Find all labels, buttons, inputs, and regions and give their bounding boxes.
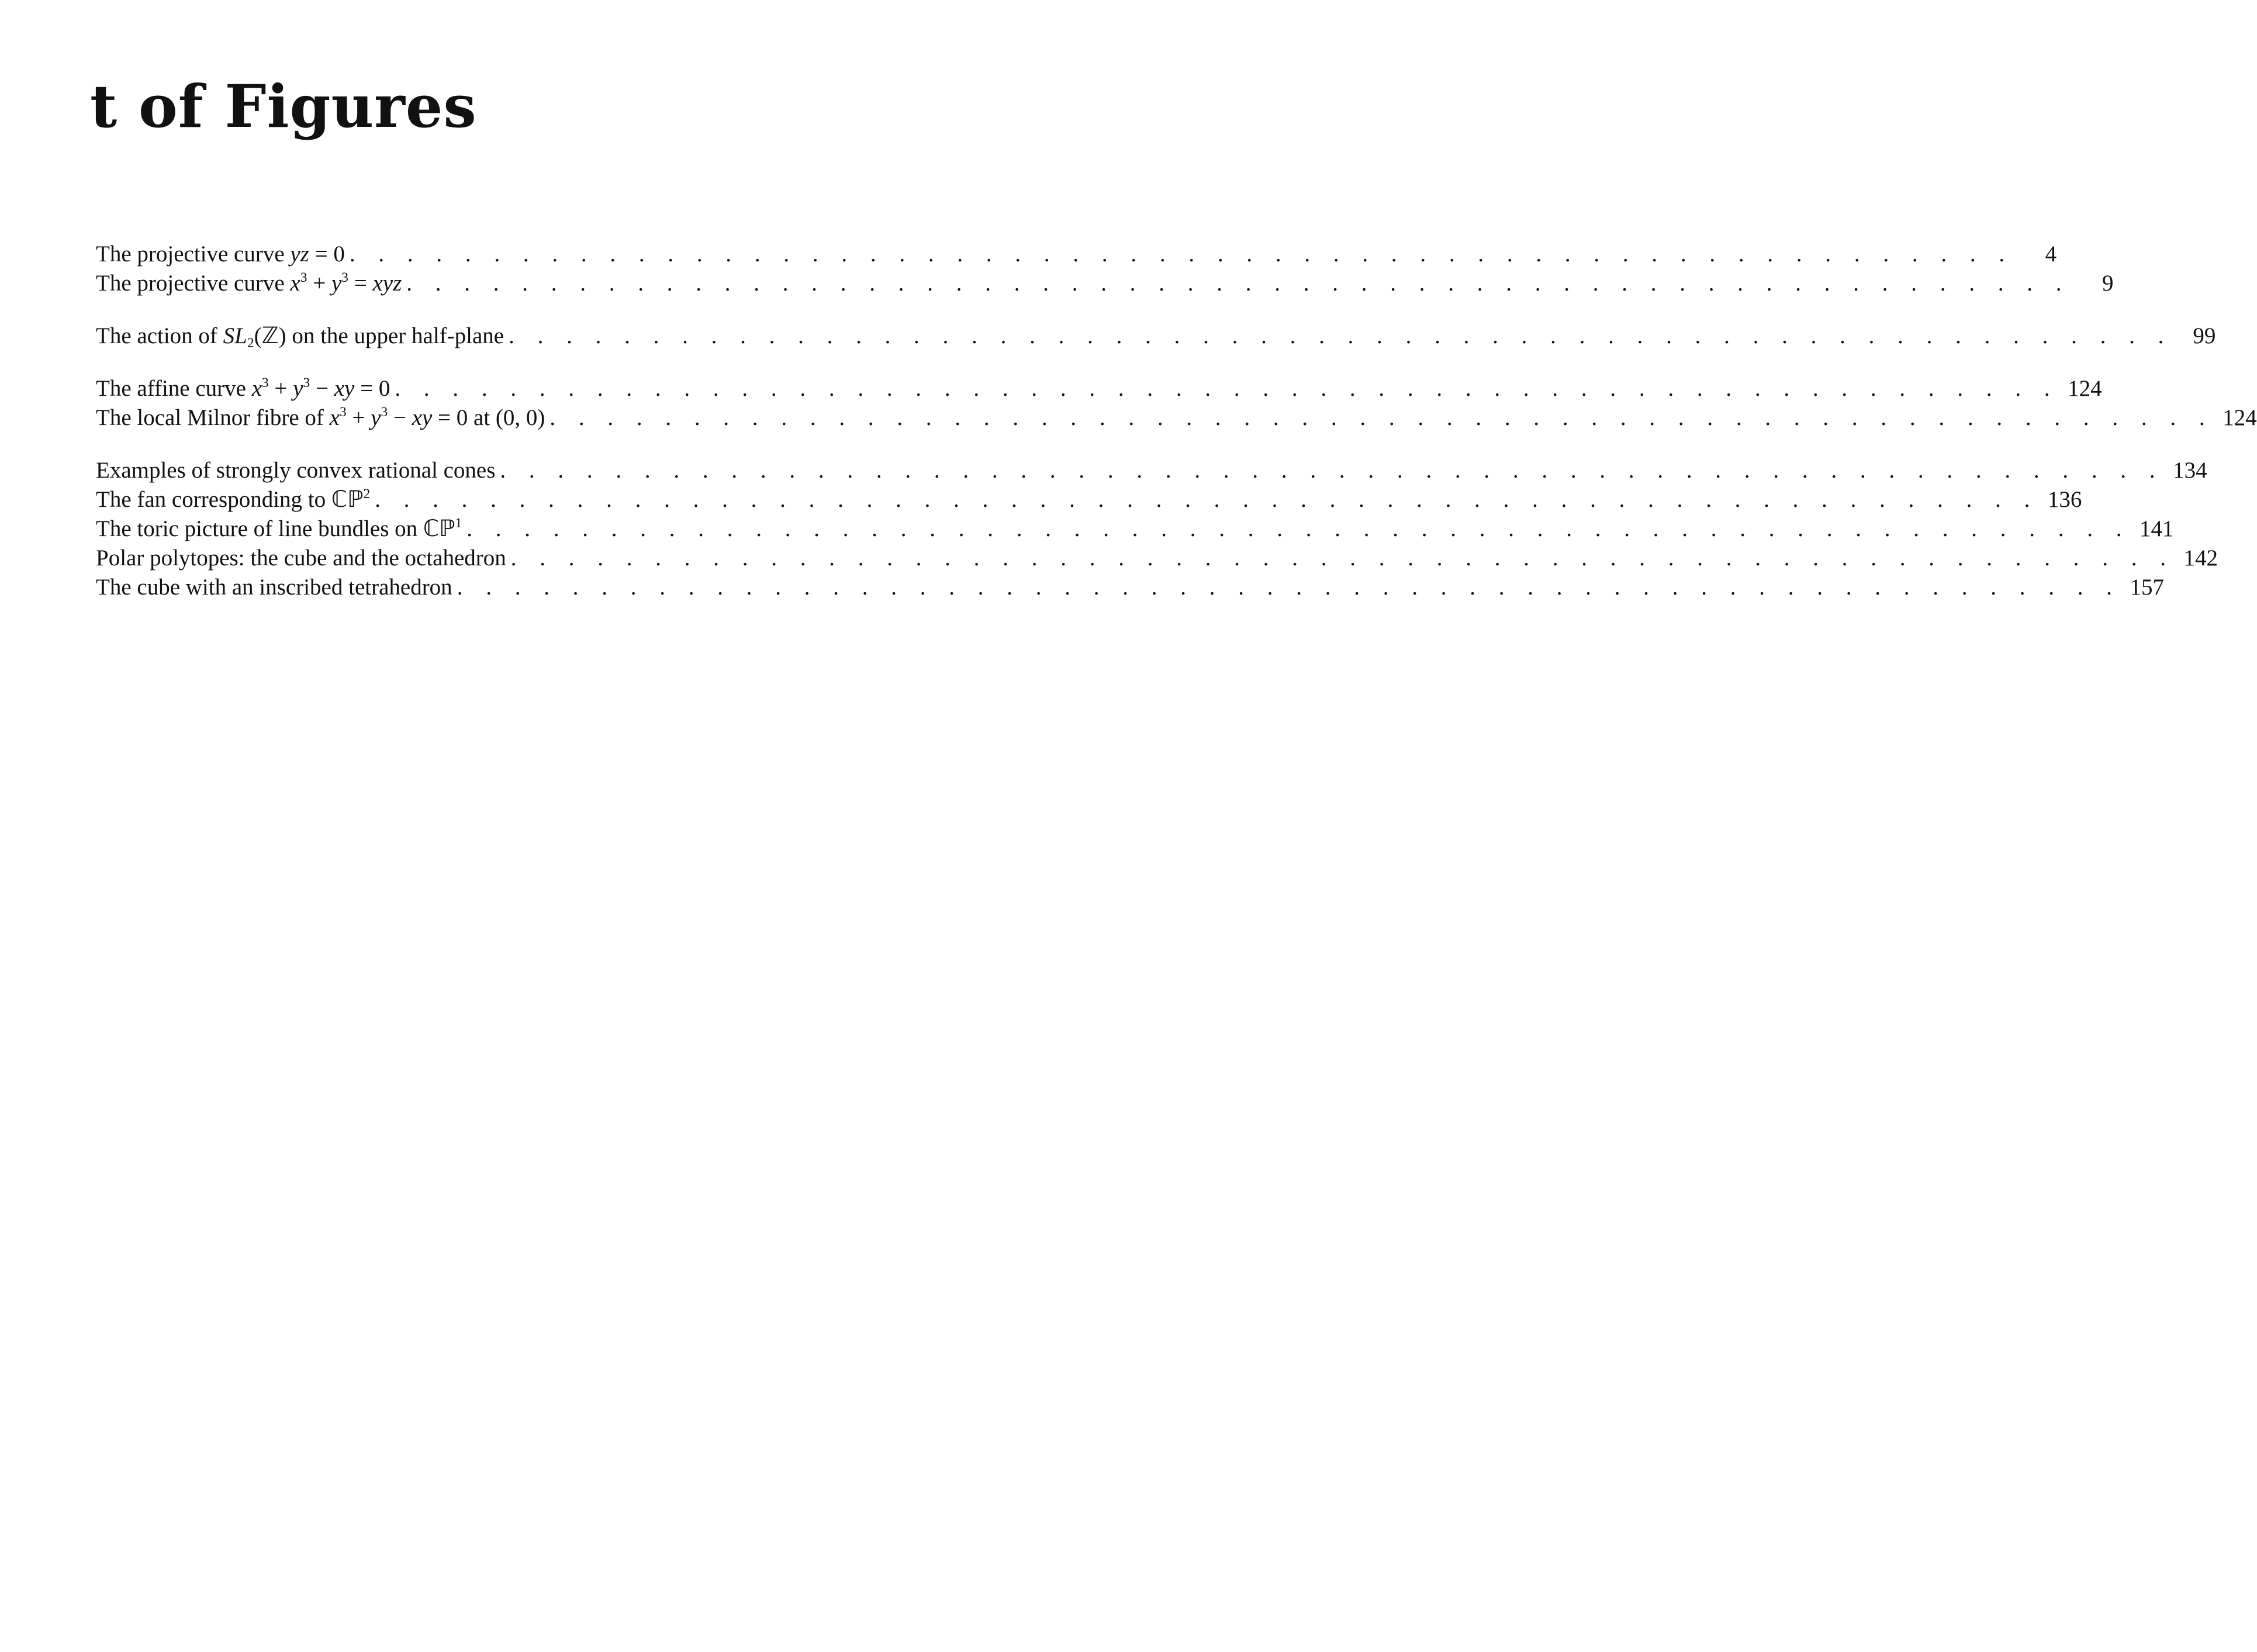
dot-leader: . . . . . . . . . . . . . . . . . . . . . . . . . . . . . . . . . . . . . . . . . . . . . . . . . . . . . . . . . . bbox=[500, 458, 2164, 483]
page-number: 136 bbox=[2047, 487, 2082, 512]
figure-title: The projective curve yz = 0 bbox=[96, 241, 345, 267]
dot-leader: . . . . . . . . . . . . . . . . . . . . . . . . . . . . . . . . . . . . . . . . . . . . . . . . . . . . . . . . . . bbox=[406, 271, 2071, 296]
page-number: 142 bbox=[2183, 545, 2218, 571]
page-number: 157 bbox=[2130, 575, 2164, 600]
figure-title: The toric picture of line bundles on ℂℙ$^1$ bbox=[96, 515, 462, 541]
dot-leader: . . . . . . . . . . . . . . . . . . . . . . . . . . . . . . . . . . . . . . . . . . . . . . . . . . . . . . . . . . bbox=[549, 405, 2214, 430]
figure-entry[interactable] bbox=[96, 374, 2102, 403]
figure-entry[interactable] bbox=[96, 485, 2082, 514]
page-number: 99 bbox=[2193, 323, 2216, 348]
figure-title: The projective curve $x^3 + y^3$ = xyz bbox=[96, 269, 402, 296]
dot-leader: . . . . . . . . . . . . . . . . . . . . . . . . . . . . . . . . . . . . . . . . . . . . . . . . . . . . . . . . . . bbox=[466, 516, 2131, 541]
figure-entry[interactable] bbox=[96, 269, 2114, 298]
figure-group bbox=[96, 374, 2257, 433]
figure-title: The fan corresponding to ℂℙ$^2$ bbox=[96, 486, 371, 512]
figure-title: The local Milnor fibre of $x^3 + y^3$ − xy = 0 at (0, 0) bbox=[96, 404, 545, 430]
figure-entry[interactable] bbox=[96, 240, 2057, 269]
page-number: 124 bbox=[2223, 405, 2257, 430]
dot-leader: . . . . . . . . . . . . . . . . . . . . . . . . . . . . . . . . . . . . . . . . . . . . . . . . . . . . . . . . . . bbox=[510, 545, 2175, 571]
figure-title: Polar polytopes: the cube and the octahedron bbox=[96, 545, 506, 571]
figure-title: The affine curve $x^3 + y^3$ − xy = 0 bbox=[96, 375, 390, 401]
list-of-figures bbox=[96, 240, 2257, 625]
dot-leader: . . . . . . . . . . . . . . . . . . . . . . . . . . . . . . . . . . . . . . . . . . . . . . . . . . . . . . . . . . bbox=[395, 376, 2059, 401]
figure-group bbox=[96, 240, 2114, 298]
page-number: 9 bbox=[2102, 271, 2114, 296]
page-number: 4 bbox=[2045, 241, 2057, 267]
figure-group bbox=[96, 322, 2216, 351]
dot-leader: . . . . . . . . . . . . . . . . . . . . . . . . . . . . . . . . . . . . . . . . . . . . . . . . . . . . . . . . . . bbox=[375, 487, 2039, 512]
figure-title: The cube with an inscribed tetrahedron bbox=[96, 575, 452, 600]
page-number: 134 bbox=[2173, 458, 2207, 483]
figure-entry[interactable] bbox=[96, 544, 2218, 573]
page-title: t of Figures bbox=[90, 72, 477, 141]
page-number: 124 bbox=[2068, 376, 2102, 401]
figure-entry[interactable] bbox=[96, 573, 2164, 602]
figure-entry[interactable] bbox=[96, 456, 2207, 485]
figure-entry[interactable] bbox=[96, 322, 2216, 351]
page-number: 141 bbox=[2139, 516, 2174, 541]
dot-leader: . . . . . . . . . . . . . . . . . . . . . . . . . . . . . . . . . . . . . . . . . . . . . . . . . . . . . . . . . . bbox=[349, 241, 2014, 267]
dot-leader: . . . . . . . . . . . . . . . . . . . . . . . . . . . . . . . . . . . . . . . . . . . . . . . . . . . . . . . . . . bbox=[457, 575, 2121, 600]
dot-leader: . . . . . . . . . . . . . . . . . . . . . . . . . . . . . . . . . . . . . . . . . . . . . . . . . . . . . . . . . . bbox=[509, 323, 2173, 348]
figure-entry[interactable] bbox=[96, 514, 2174, 544]
figure-title: The action of $SL_2(ℤ)$ on the upper half-plane bbox=[96, 323, 504, 351]
figure-group bbox=[96, 456, 2218, 602]
figure-title: Examples of strongly convex rational cones bbox=[96, 458, 496, 483]
figure-entry[interactable] bbox=[96, 403, 2257, 433]
